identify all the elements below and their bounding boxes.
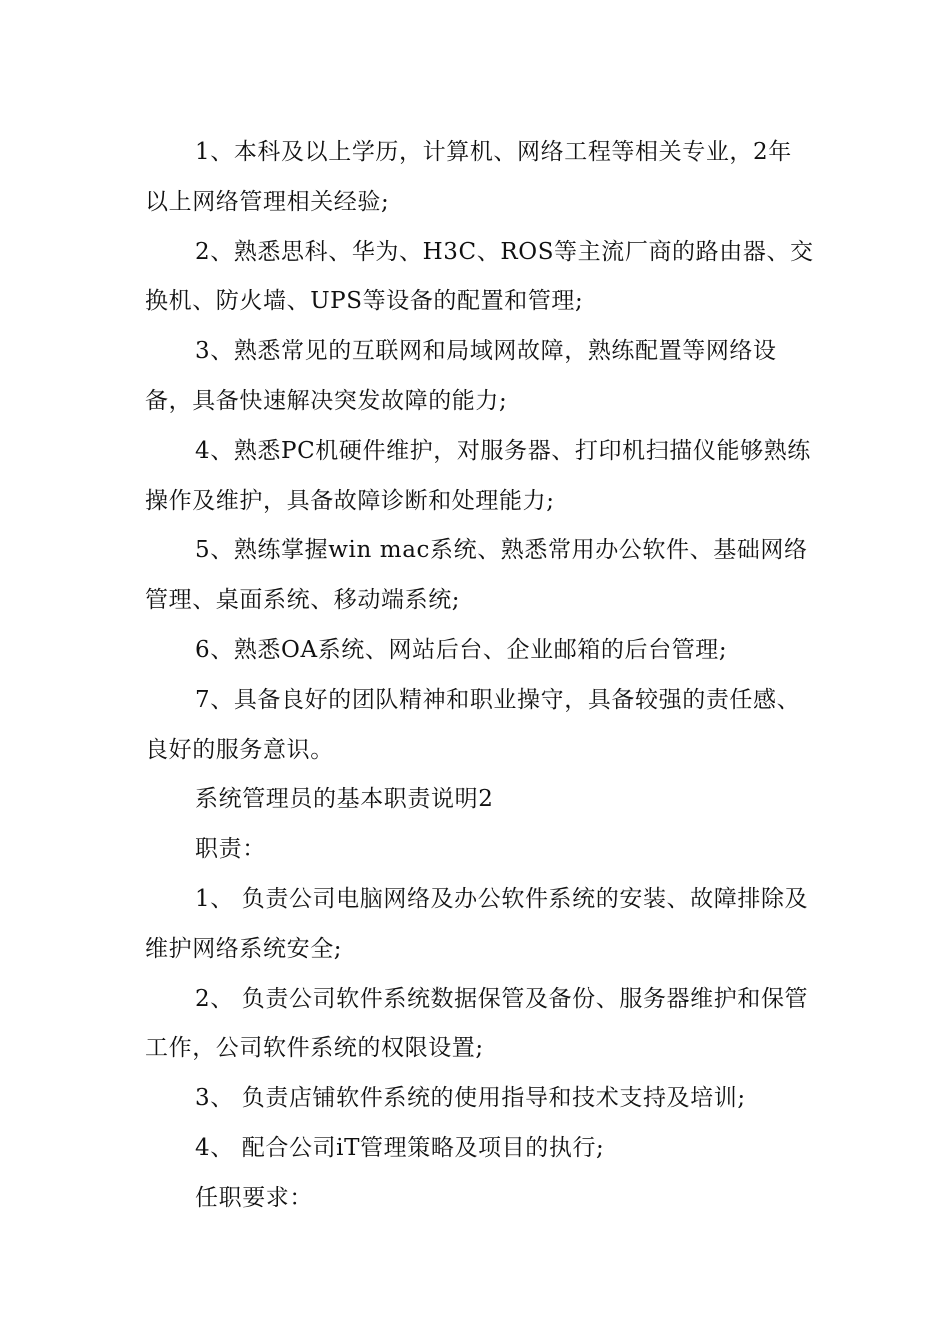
document-body [145,128,815,1224]
requirement-item-1: 1、本科及以上学历，计算机、网络工程等相关专业，2年以上网络管理相关经验; [145,139,792,215]
duty-item-1: 1、 负责公司电脑网络及办公软件系统的安装、故障排除及维护网络系统安全; [145,885,809,962]
requirement-item-2: 2、熟悉思科、华为、H3C、ROS等主流厂商的路由器、交换机、防火墙、UPS等设备的配置和管理; [145,238,814,315]
requirement-item-5: 5、熟练掌握win mac系统、熟悉常用办公软件、基础网络管理、桌面系统、移动端系统; [145,537,808,614]
requirement-item-3: 3、熟悉常见的互联网和局域网故障，熟练配置等网络设备，具备快速解决突发故障的能力; [145,338,777,414]
duty-item-2: 2、 负责公司软件系统数据保管及备份、服务器维护和保管工作，公司软件系统的权限设置; [145,985,809,1062]
duties-label: 职责： [195,836,266,863]
requirement-item-6: 6、熟悉OA系统、网站后台、企业邮箱的后台管理; [195,636,728,663]
duty-item-3: 3、 负责店铺软件系统的使用指导和技术支持及培训; [195,1085,746,1112]
section-heading: 系统管理员的基本职责说明2 [195,786,494,813]
requirement-item-4: 4、熟悉PC机硬件维护，对服务器、打印机扫描仪能够熟练操作及维护，具备故障诊断和处理能力; [145,437,811,514]
requirement-item-7: 7、具备良好的团队精神和职业操守，具备较强的责任感、良好的服务意识。 [145,686,801,763]
qualifications-label: 任职要求： [195,1184,313,1211]
duty-item-4: 4、 配合公司iT管理策略及项目的执行; [195,1134,605,1161]
